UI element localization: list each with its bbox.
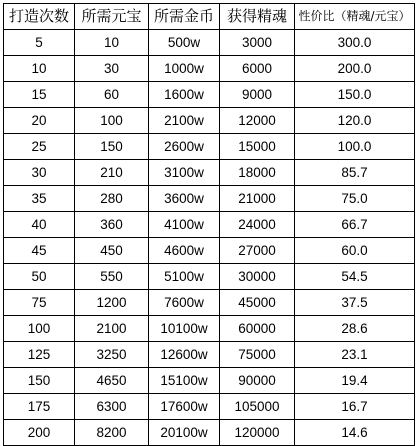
cell-cost-ratio: 300.0	[295, 30, 415, 56]
cell-required-yuanbao: 10	[75, 30, 149, 56]
cell-required-yuanbao: 360	[75, 212, 149, 238]
cell-cost-ratio: 54.5	[295, 264, 415, 290]
header-obtained-soul: 获得精魂	[220, 4, 295, 30]
cell-required-gold: 7600w	[149, 290, 220, 316]
cell-required-gold: 1000w	[149, 56, 220, 82]
cell-forge-count: 10	[4, 56, 75, 82]
header-forge-count: 打造次数	[4, 4, 75, 30]
header-cost-ratio: 性价比（精魂/元宝）	[295, 4, 415, 30]
cell-obtained-soul: 75000	[220, 342, 295, 368]
table-body	[4, 30, 415, 446]
cell-obtained-soul: 90000	[220, 368, 295, 394]
cell-obtained-soul: 105000	[220, 394, 295, 420]
cell-forge-count: 100	[4, 316, 75, 342]
cell-forge-count: 175	[4, 394, 75, 420]
cell-obtained-soul: 27000	[220, 238, 295, 264]
cell-required-yuanbao: 4650	[75, 368, 149, 394]
cell-cost-ratio: 100.0	[295, 134, 415, 160]
cell-forge-count: 75	[4, 290, 75, 316]
table-row	[4, 186, 415, 212]
cell-cost-ratio: 37.5	[295, 290, 415, 316]
cell-required-gold: 10100w	[149, 316, 220, 342]
cell-required-yuanbao: 2100	[75, 316, 149, 342]
cell-required-yuanbao: 3250	[75, 342, 149, 368]
cell-cost-ratio: 75.0	[295, 186, 415, 212]
cell-obtained-soul: 15000	[220, 134, 295, 160]
table-row	[4, 212, 415, 238]
cell-required-gold: 5100w	[149, 264, 220, 290]
cell-forge-count: 200	[4, 420, 75, 446]
cell-cost-ratio: 28.6	[295, 316, 415, 342]
cell-required-gold: 15100w	[149, 368, 220, 394]
cell-cost-ratio: 16.7	[295, 394, 415, 420]
cell-cost-ratio: 85.7	[295, 160, 415, 186]
cell-obtained-soul: 30000	[220, 264, 295, 290]
cell-required-gold: 1600w	[149, 82, 220, 108]
cell-forge-count: 45	[4, 238, 75, 264]
cell-cost-ratio: 120.0	[295, 108, 415, 134]
cell-required-gold: 4600w	[149, 238, 220, 264]
table-row	[4, 420, 415, 446]
table-row	[4, 368, 415, 394]
table-row	[4, 56, 415, 82]
cell-obtained-soul: 6000	[220, 56, 295, 82]
table-row	[4, 108, 415, 134]
table-row	[4, 82, 415, 108]
forge-cost-table	[3, 3, 415, 446]
cell-required-yuanbao: 1200	[75, 290, 149, 316]
cell-obtained-soul: 45000	[220, 290, 295, 316]
cell-cost-ratio: 66.7	[295, 212, 415, 238]
cell-forge-count: 150	[4, 368, 75, 394]
cell-required-gold: 2100w	[149, 108, 220, 134]
cell-required-yuanbao: 450	[75, 238, 149, 264]
cell-forge-count: 125	[4, 342, 75, 368]
cell-required-yuanbao: 8200	[75, 420, 149, 446]
cell-cost-ratio: 150.0	[295, 82, 415, 108]
cell-required-yuanbao: 210	[75, 160, 149, 186]
table-row	[4, 30, 415, 56]
cell-cost-ratio: 60.0	[295, 238, 415, 264]
cell-required-yuanbao: 60	[75, 82, 149, 108]
table-row	[4, 238, 415, 264]
cell-obtained-soul: 9000	[220, 82, 295, 108]
cell-obtained-soul: 21000	[220, 186, 295, 212]
cell-obtained-soul: 24000	[220, 212, 295, 238]
cell-required-gold: 500w	[149, 30, 220, 56]
cell-required-yuanbao: 30	[75, 56, 149, 82]
cell-cost-ratio: 14.6	[295, 420, 415, 446]
cell-required-yuanbao: 150	[75, 134, 149, 160]
cell-forge-count: 15	[4, 82, 75, 108]
cell-required-gold: 2600w	[149, 134, 220, 160]
table-header	[4, 4, 415, 30]
cell-required-yuanbao: 280	[75, 186, 149, 212]
cell-forge-count: 20	[4, 108, 75, 134]
cell-required-gold: 3100w	[149, 160, 220, 186]
cell-forge-count: 25	[4, 134, 75, 160]
cell-required-gold: 20100w	[149, 420, 220, 446]
table-row	[4, 394, 415, 420]
header-required-yuanbao: 所需元宝	[75, 4, 149, 30]
cell-cost-ratio: 23.1	[295, 342, 415, 368]
cell-required-gold: 3600w	[149, 186, 220, 212]
cell-required-yuanbao: 100	[75, 108, 149, 134]
header-required-gold: 所需金币	[149, 4, 220, 30]
cell-obtained-soul: 3000	[220, 30, 295, 56]
cell-required-gold: 4100w	[149, 212, 220, 238]
cell-obtained-soul: 12000	[220, 108, 295, 134]
header-row	[4, 4, 415, 30]
cell-required-gold: 17600w	[149, 394, 220, 420]
cell-forge-count: 30	[4, 160, 75, 186]
table-row	[4, 264, 415, 290]
cell-obtained-soul: 18000	[220, 160, 295, 186]
cell-obtained-soul: 120000	[220, 420, 295, 446]
cell-forge-count: 35	[4, 186, 75, 212]
cell-required-gold: 12600w	[149, 342, 220, 368]
cell-cost-ratio: 200.0	[295, 56, 415, 82]
cell-cost-ratio: 19.4	[295, 368, 415, 394]
cell-required-yuanbao: 550	[75, 264, 149, 290]
cell-forge-count: 5	[4, 30, 75, 56]
table-row	[4, 160, 415, 186]
cell-forge-count: 40	[4, 212, 75, 238]
table-row	[4, 342, 415, 368]
table-row	[4, 134, 415, 160]
cell-required-yuanbao: 6300	[75, 394, 149, 420]
cell-forge-count: 50	[4, 264, 75, 290]
table-row	[4, 316, 415, 342]
table-row	[4, 290, 415, 316]
cell-obtained-soul: 60000	[220, 316, 295, 342]
